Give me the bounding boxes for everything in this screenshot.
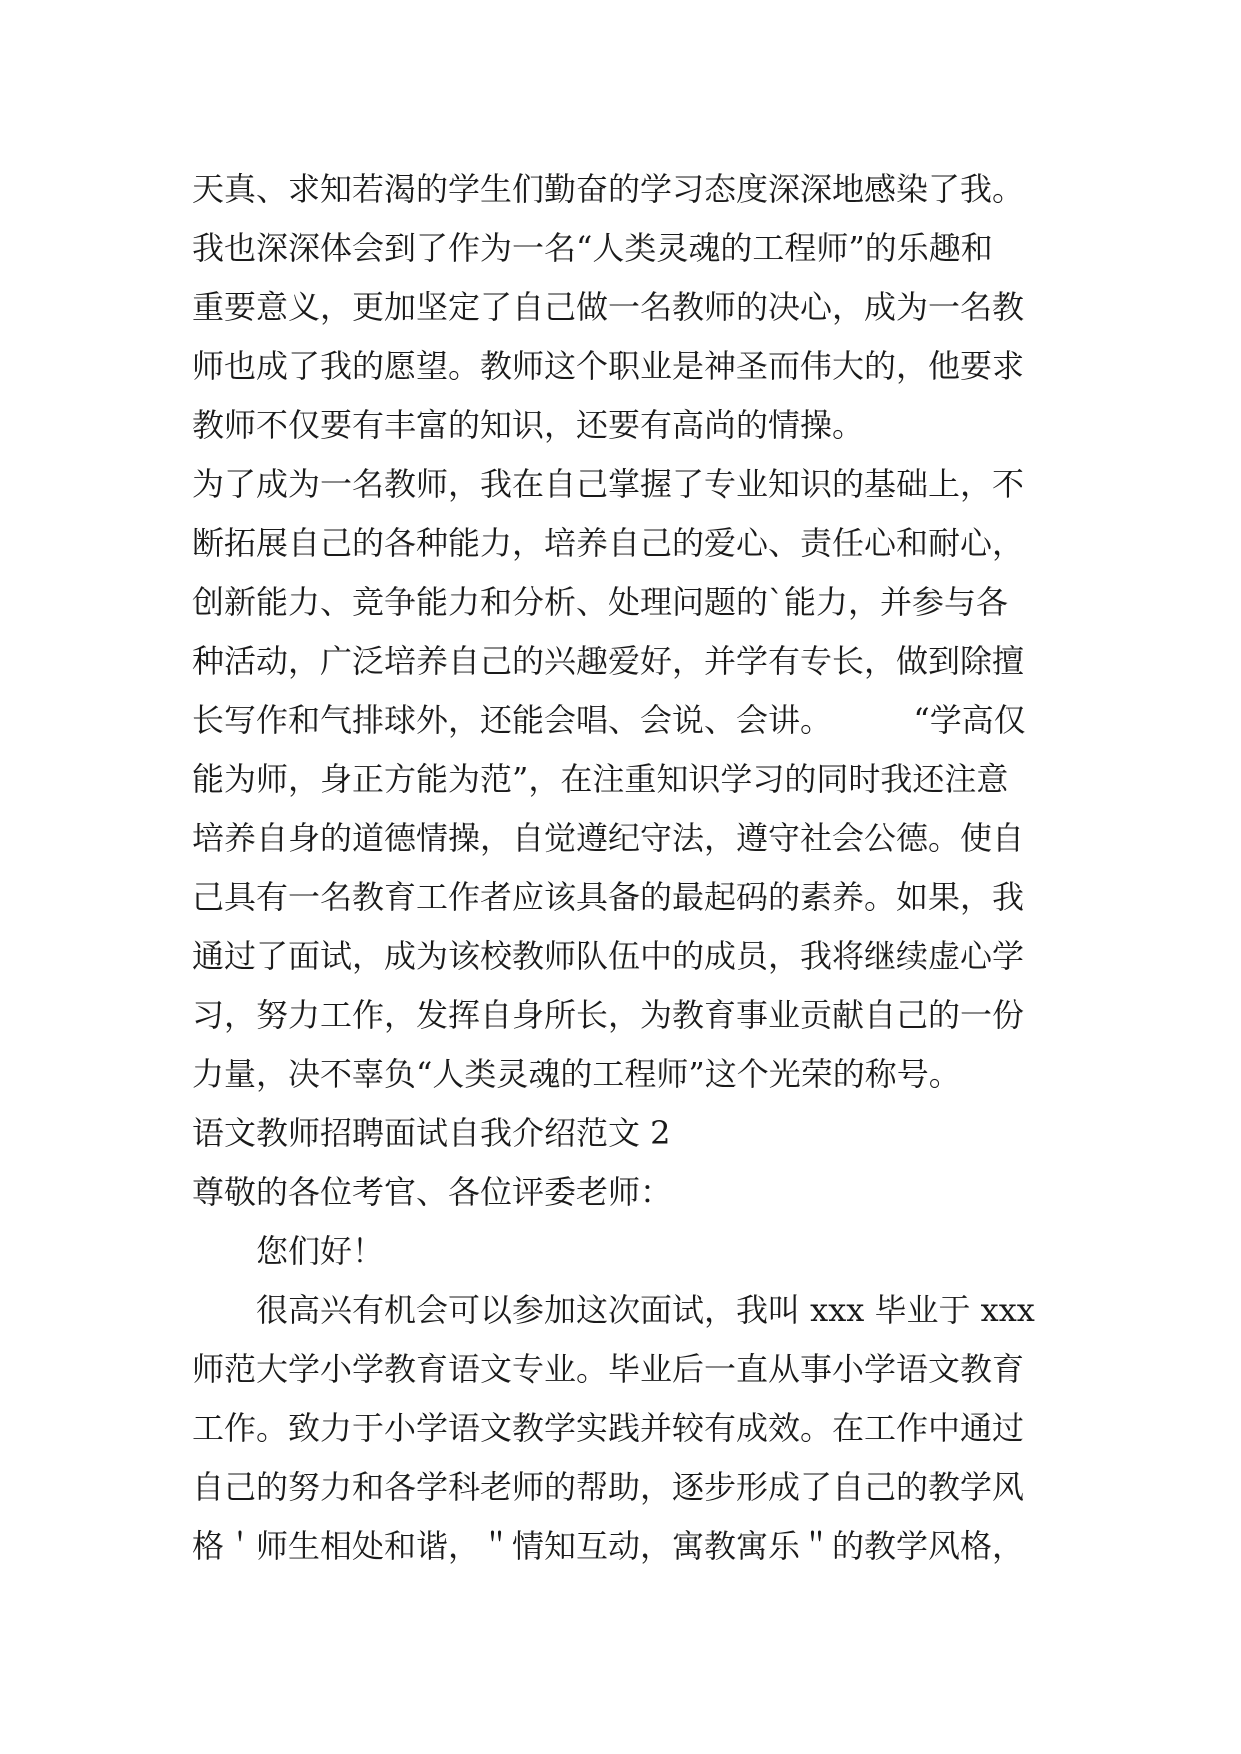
document-body: [192, 160, 1072, 1576]
text-line: 天真、求知若渴的学生们勤奋的学习态度深深地感染了我。: [192, 170, 1025, 208]
text-line: 能为师，身正方能为范”，在注重知识学习的同时我还注意: [192, 760, 1009, 798]
text-line: 教师不仅要有丰富的知识，还要有高尚的情操。: [192, 406, 865, 444]
text-line: 习，努力工作，发挥自身所长，为教育事业贡献自己的一份: [192, 996, 1025, 1034]
section-heading: 语文教师招聘面试自我介绍范文 2: [192, 1114, 671, 1152]
text-line: 重要意义，更加坚定了自己做一名教师的决心，成为一名教: [192, 288, 1025, 326]
text-line: 长写作和气排球外，还能会唱、会说、会讲。 “学高仅: [192, 701, 1026, 739]
text-line: 格＇师生相处和谐，＂情知互动，寓教寓乐＂的教学风格，: [192, 1527, 1025, 1565]
text-line: 力量，决不辜负“人类灵魂的工程师”这个光荣的称号。: [192, 1055, 961, 1093]
text-line: 通过了面试，成为该校教师队伍中的成员，我将继续虚心学: [192, 937, 1025, 975]
text-line: 我也深深体会到了作为一名“人类灵魂的工程师”的乐趣和: [192, 229, 993, 267]
text-line: 断拓展自己的各种能力，培养自己的爱心、责任心和耐心，: [192, 524, 1025, 562]
text-line: 培养自身的道德情操，自觉遵纪守法，遵守社会公德。使自: [192, 819, 1025, 857]
text-line: 自己的努力和各学科老师的帮助，逐步形成了自己的教学风: [192, 1468, 1025, 1506]
greeting: 您们好！: [256, 1232, 385, 1270]
text-line: 工作。致力于小学语文教学实践并较有成效。在工作中通过: [192, 1409, 1025, 1447]
text-line: 创新能力、竞争能力和分析、处理问题的`能力，并参与各: [192, 583, 1009, 621]
text-line: 师范大学小学教育语文专业。毕业后一直从事小学语文教育: [192, 1350, 1025, 1388]
text-line: 己具有一名教育工作者应该具备的最起码的素养。如果，我: [192, 878, 1025, 916]
text-line: 很高兴有机会可以参加这次面试，我叫 xxx 毕业于 xxx: [256, 1291, 1035, 1329]
text-line: 为了成为一名教师，我在自己掌握了专业知识的基础上，不: [192, 465, 1025, 503]
salutation: 尊敬的各位考官、各位评委老师：: [192, 1173, 673, 1211]
text-line: 种活动，广泛培养自己的兴趣爱好，并学有专长，做到除擅: [192, 642, 1025, 680]
text-line: 师也成了我的愿望。教师这个职业是神圣而伟大的，他要求: [192, 347, 1025, 385]
